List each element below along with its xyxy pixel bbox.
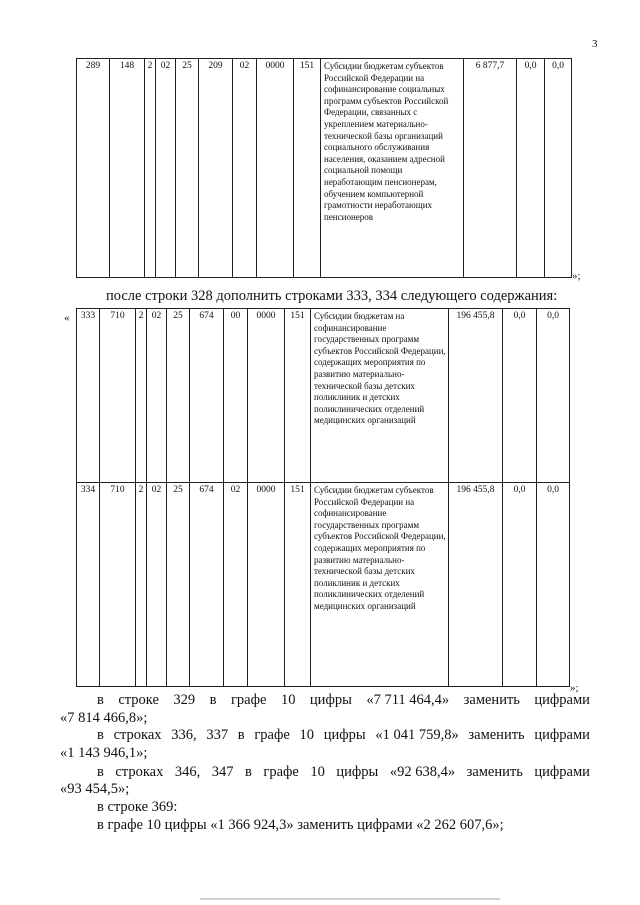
word: цифрами bbox=[534, 727, 590, 743]
word: 336, bbox=[171, 727, 197, 743]
amendment-paragraph-1 bbox=[97, 692, 590, 709]
row-number: 334 bbox=[77, 483, 100, 687]
word: «1 041 759,8» bbox=[375, 727, 459, 743]
word: цифры bbox=[336, 764, 379, 780]
table-row bbox=[77, 483, 570, 687]
code-cell: 151 bbox=[294, 59, 321, 278]
code-cell: 25 bbox=[176, 59, 199, 278]
amendment-paragraph-5: в графе 10 цифры «1 366 924,3» заменить цифрами «2 262 607,6»; bbox=[97, 817, 504, 833]
word: 337 bbox=[206, 727, 229, 743]
admin-code: 148 bbox=[110, 59, 145, 278]
code-cell: 209 bbox=[199, 59, 233, 278]
word: графе bbox=[254, 727, 290, 743]
word: цифрами bbox=[534, 692, 590, 708]
intro-line: после строки 328 дополнить строками 333, 334 следующего содержания: bbox=[106, 288, 558, 304]
value-cell: 0,0 bbox=[503, 309, 537, 483]
word: заменить bbox=[466, 764, 523, 780]
value-cell: 0,0 bbox=[537, 483, 570, 687]
code-cell: 151 bbox=[285, 309, 311, 483]
amendment-paragraph-4: в строке 369: bbox=[97, 799, 178, 815]
amendment-paragraph-2-cont: «1 143 946,1»; bbox=[60, 745, 148, 761]
amount-cell: 196 455,8 bbox=[449, 309, 503, 483]
word: в bbox=[97, 764, 104, 780]
code-cell: 00 bbox=[224, 309, 248, 483]
closing-quote: »; bbox=[570, 682, 579, 694]
word: 347 bbox=[211, 764, 234, 780]
budget-table-1 bbox=[76, 58, 572, 278]
row-number: 289 bbox=[77, 59, 110, 278]
word: «7 711 464,4» bbox=[366, 692, 450, 708]
word: цифрами bbox=[534, 764, 590, 780]
word: графе bbox=[263, 764, 299, 780]
word: 329 bbox=[173, 692, 196, 708]
amendment-paragraph-2 bbox=[97, 727, 590, 744]
word: заменить bbox=[468, 727, 525, 743]
word: в bbox=[97, 727, 104, 743]
word: в bbox=[97, 692, 104, 708]
code-cell: 2 bbox=[136, 483, 147, 687]
table-row bbox=[77, 59, 572, 278]
amount-cell: 6 877,7 bbox=[464, 59, 517, 278]
word: строках bbox=[115, 764, 164, 780]
code-cell: 674 bbox=[190, 483, 224, 687]
word: 10 bbox=[299, 727, 314, 743]
code-cell: 2 bbox=[136, 309, 147, 483]
word: в bbox=[209, 692, 217, 708]
description-cell: Субсидии бюджетам субъектов Российской Федерации на софинансирование государственных программ субъектов Российской Федерации, содержащих мероприятия по развитию материально-технической базы детских поликлиник и детских поликлинических отделений медицинских организаций bbox=[311, 483, 449, 687]
opening-quote: « bbox=[64, 312, 70, 324]
word: 346, bbox=[174, 764, 201, 780]
amendment-paragraph-1-cont: «7 814 466,8»; bbox=[60, 710, 148, 726]
admin-code: 710 bbox=[100, 309, 136, 483]
table-row bbox=[77, 309, 570, 483]
value-cell: 0,0 bbox=[545, 59, 572, 278]
word: заменить bbox=[463, 692, 520, 708]
word: 10 bbox=[280, 692, 296, 708]
code-cell: 674 bbox=[190, 309, 224, 483]
word: графе bbox=[230, 692, 267, 708]
word: в bbox=[245, 764, 252, 780]
code-cell: 0000 bbox=[248, 309, 285, 483]
value-cell: 0,0 bbox=[517, 59, 545, 278]
code-cell: 25 bbox=[167, 483, 190, 687]
word: строках bbox=[113, 727, 162, 743]
code-cell: 25 bbox=[167, 309, 190, 483]
word: 10 bbox=[310, 764, 325, 780]
amendment-paragraph-3 bbox=[97, 764, 590, 781]
row-number: 333 bbox=[77, 309, 100, 483]
word: в bbox=[237, 727, 245, 743]
code-cell: 2 bbox=[145, 59, 156, 278]
description-cell: Субсидии бюджетам на софинансирование государственных программ субъектов Российской Федерации, содержащих мероприятия по развитию материально-технической базы детских поликлиник и детских поликлинических отделений медицинских организаций bbox=[311, 309, 449, 483]
word: «92 638,4» bbox=[389, 764, 456, 780]
description-cell: Субсидии бюджетам субъектов Российской Федерации на софинансирование социальных программ субъектов Российской Федерации, связанных с укреплением материально-технической базы организаций социального обслуживания населения, оказанием адресной социальной помощи неработающим пенсионерам, обучением компьютерной грамотности неработающих пенсионеров bbox=[321, 59, 464, 278]
amendment-paragraph-3-cont: «93 454,5»; bbox=[60, 781, 130, 797]
code-cell: 02 bbox=[224, 483, 248, 687]
amount-cell: 196 455,8 bbox=[449, 483, 503, 687]
code-cell: 02 bbox=[147, 483, 167, 687]
word: цифры bbox=[309, 692, 352, 708]
word: строке bbox=[118, 692, 159, 708]
closing-quote: »; bbox=[572, 270, 581, 282]
code-cell: 151 bbox=[285, 483, 311, 687]
page-number: 3 bbox=[592, 38, 598, 50]
code-cell: 0000 bbox=[248, 483, 285, 687]
value-cell: 0,0 bbox=[537, 309, 570, 483]
admin-code: 710 bbox=[100, 483, 136, 687]
scan-edge bbox=[200, 898, 500, 900]
value-cell: 0,0 bbox=[503, 483, 537, 687]
word: цифры bbox=[323, 727, 366, 743]
code-cell: 0000 bbox=[257, 59, 294, 278]
code-cell: 02 bbox=[147, 309, 167, 483]
code-cell: 02 bbox=[233, 59, 257, 278]
budget-table-2 bbox=[76, 308, 570, 687]
code-cell: 02 bbox=[156, 59, 176, 278]
